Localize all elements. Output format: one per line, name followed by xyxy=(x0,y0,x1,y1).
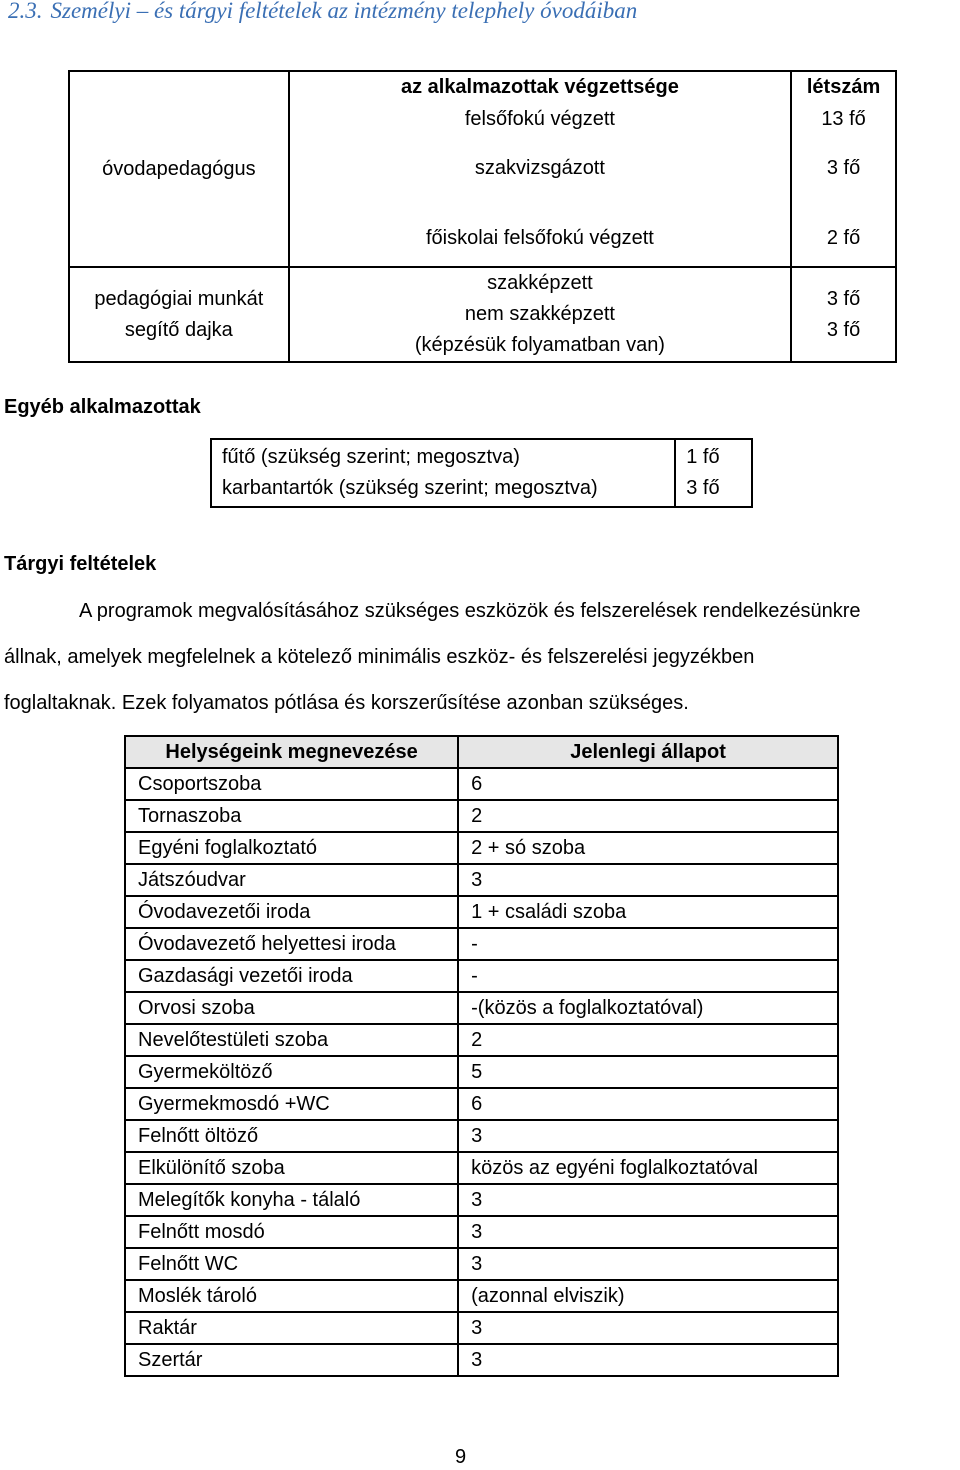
room-name-cell: Óvodavezető helyettesi iroda xyxy=(125,928,458,960)
material-title: Tárgyi feltételek xyxy=(4,553,157,575)
table-row xyxy=(125,896,838,928)
room-name-cell: Melegítők konyha - tálaló xyxy=(125,1184,458,1216)
room-name-cell: Felnőtt öltöző xyxy=(125,1120,458,1152)
room-state-cell: 2 xyxy=(458,800,838,832)
count-cell xyxy=(791,267,896,362)
table-row xyxy=(125,960,838,992)
table-row xyxy=(125,768,838,800)
table-row xyxy=(125,800,838,832)
room-name-cell: Moslék tároló xyxy=(125,1280,458,1312)
table-row xyxy=(125,1056,838,1088)
table-row xyxy=(125,1248,838,1280)
room-name-cell: Orvosi szoba xyxy=(125,992,458,1024)
room-state-cell: 6 xyxy=(458,768,838,800)
qualification-cell: felsőfokú végzett xyxy=(289,103,791,135)
staff-table xyxy=(68,70,897,363)
count-line: 3 fő xyxy=(826,287,861,310)
room-state-cell: 5 xyxy=(458,1056,838,1088)
room-name-cell: Elkülönítő szoba xyxy=(125,1152,458,1184)
section-number: 2.3. xyxy=(8,0,43,23)
room-state-cell: 2 + só szoba xyxy=(458,832,838,864)
count-cell: 13 fő xyxy=(791,103,896,135)
table-row xyxy=(125,1312,838,1344)
room-state-cell: 3 xyxy=(458,1312,838,1344)
room-name-cell: Raktár xyxy=(125,1312,458,1344)
rooms-header-name: Helységeink megnevezése xyxy=(125,736,458,768)
room-name-cell: Gyermeköltöző xyxy=(125,1056,458,1088)
other-count-cell: 3 fő xyxy=(675,473,752,507)
rooms-header-state: Jelenlegi állapot xyxy=(458,736,838,768)
other-staff-table xyxy=(210,438,753,508)
room-name-cell: Csoportszoba xyxy=(125,768,458,800)
role-cell xyxy=(69,267,289,362)
room-state-cell: 6 xyxy=(458,1088,838,1120)
page-number: 9 xyxy=(455,1446,467,1468)
room-state-cell: 3 xyxy=(458,1120,838,1152)
qualification-cell xyxy=(289,267,791,362)
count-cell: 3 fő xyxy=(791,135,896,201)
rooms-table xyxy=(124,735,839,1377)
room-name-cell: Felnőtt mosdó xyxy=(125,1216,458,1248)
paragraph-line: A programok megvalósításához szükséges eszközök és felszerelések rendelkezésünkre xyxy=(79,600,861,622)
table-row xyxy=(125,1184,838,1216)
other-role-cell: karbantartók (szükség szerint; megosztva) xyxy=(211,473,675,507)
count-cell: 2 fő xyxy=(791,201,896,267)
section-title: Személyi – és tárgyi feltételek az intézmény telephely óvodáiban xyxy=(50,0,638,23)
table-row xyxy=(125,1120,838,1152)
room-state-cell: közös az egyéni foglalkoztatóval xyxy=(458,1152,838,1184)
room-name-cell: Nevelőtestületi szoba xyxy=(125,1024,458,1056)
room-name-cell: Szertár xyxy=(125,1344,458,1376)
section-heading xyxy=(8,0,645,24)
room-name-cell: Gyermekmosdó +WC xyxy=(125,1088,458,1120)
count-line: 3 fő xyxy=(826,318,861,341)
role-cell: óvodapedagógus xyxy=(69,71,289,267)
table-row xyxy=(125,1344,838,1376)
room-state-cell: - xyxy=(458,960,838,992)
room-state-cell: - xyxy=(458,928,838,960)
header-headcount: létszám xyxy=(791,71,896,103)
room-name-cell: Egyéni foglalkoztató xyxy=(125,832,458,864)
table-row xyxy=(125,832,838,864)
other-staff-title: Egyéb alkalmazottak xyxy=(4,396,201,418)
room-state-cell: 3 xyxy=(458,1344,838,1376)
role-line: segítő dajka xyxy=(124,318,233,341)
qualification-cell: főiskolai felsőfokú végzett xyxy=(289,201,791,267)
room-state-cell: 1 + családi szoba xyxy=(458,896,838,928)
room-name-cell: Tornaszoba xyxy=(125,800,458,832)
table-row xyxy=(125,1088,838,1120)
qualification-line: nem szakképzett xyxy=(464,303,615,325)
table-row xyxy=(125,928,838,960)
other-role-cell: fűtő (szükség szerint; megosztva) xyxy=(211,439,675,473)
table-row xyxy=(125,1024,838,1056)
table-row xyxy=(125,1280,838,1312)
paragraph-line: állnak, amelyek megfelelnek a kötelező minimális eszköz- és felszerelési jegyzékben xyxy=(4,646,755,668)
room-name-cell: Felnőtt WC xyxy=(125,1248,458,1280)
room-state-cell: 3 xyxy=(458,864,838,896)
room-state-cell: -(közös a foglalkoztatóval) xyxy=(458,992,838,1024)
qualification-line: szakképzett xyxy=(487,272,593,294)
qualification-line: (képzésük folyamatban van) xyxy=(414,334,665,356)
paragraph-line: foglaltaknak. Ezek folyamatos pótlása és korszerűsítése azonban szükséges. xyxy=(4,692,689,714)
table-row xyxy=(125,1152,838,1184)
room-state-cell: 3 xyxy=(458,1216,838,1248)
table-row xyxy=(125,1216,838,1248)
room-state-cell: 3 xyxy=(458,1248,838,1280)
other-count-cell: 1 fő xyxy=(675,439,752,473)
room-name-cell: Játszóudvar xyxy=(125,864,458,896)
room-state-cell: 2 xyxy=(458,1024,838,1056)
table-row xyxy=(125,864,838,896)
role-line: pedagógiai munkát xyxy=(94,287,264,310)
header-qualification: az alkalmazottak végzettsége xyxy=(289,71,791,103)
room-state-cell: 3 xyxy=(458,1184,838,1216)
room-name-cell: Gazdasági vezetői iroda xyxy=(125,960,458,992)
room-name-cell: Óvodavezetői iroda xyxy=(125,896,458,928)
qualification-cell: szakvizsgázott xyxy=(289,135,791,201)
room-state-cell: (azonnal elviszik) xyxy=(458,1280,838,1312)
table-row xyxy=(125,992,838,1024)
